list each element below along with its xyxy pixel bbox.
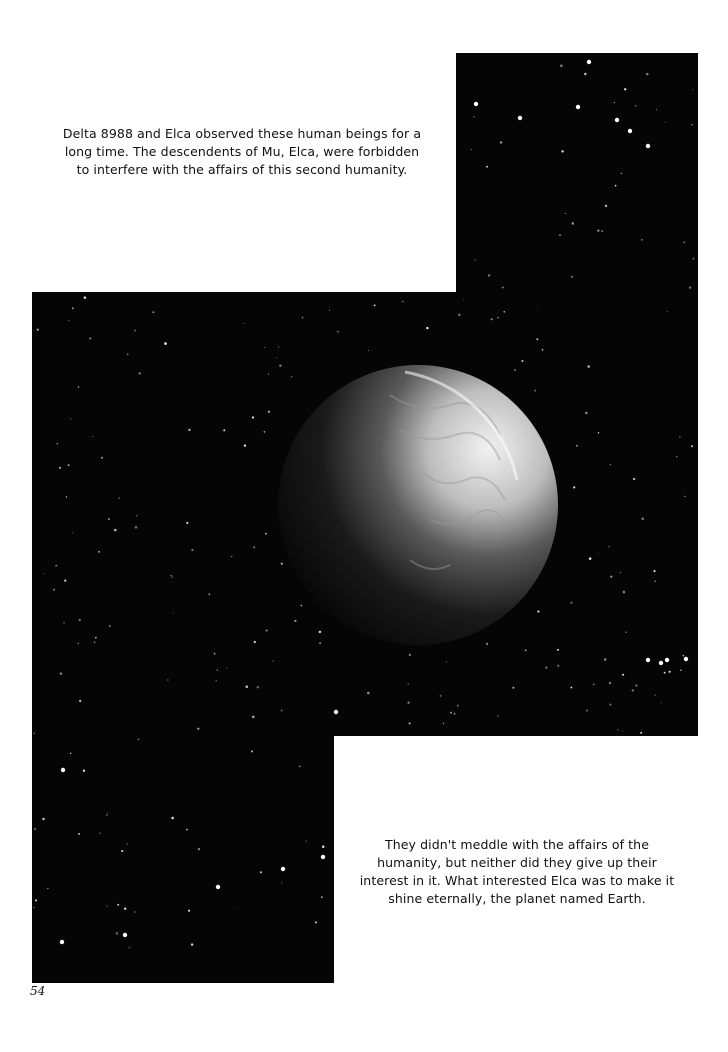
caption-top: Delta 8988 and Elca observed these human beings for a long time. The descendents of Mu, Elca, were forbidden to interfere with the affairs of this second humanity.	[62, 126, 422, 177]
caption-bottom: They didn't meddle with the affairs of the humanity, but neither did they give up their interest in it. What interested Elca was to make it shine eternally, the planet named Earth.	[359, 837, 675, 906]
planet-earth	[278, 365, 558, 645]
page-number: 54	[30, 984, 46, 998]
